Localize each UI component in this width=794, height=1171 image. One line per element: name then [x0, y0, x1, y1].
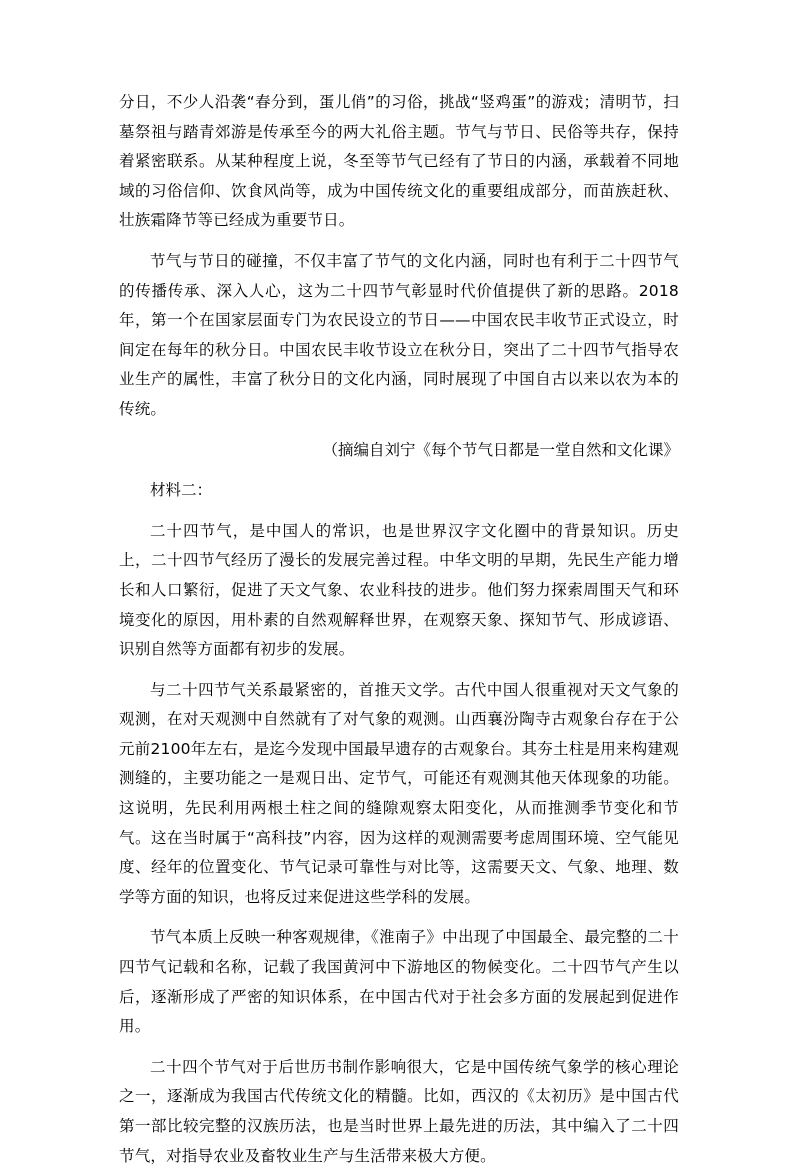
material-2-paragraph-4: 二十四个节气对于后世历书制作影响很大，它是中国传统气象学的核心理论之一，逐渐成为我国古代传统文化的精髓。比如，西汉的《太初历》是中国古代第一部比较完整的汉族历法，也是当时世界上最先进的历法，其中编入了二十四节气，对指导农业及畜牧业生产与生活带来极大方便。 — [119, 1057, 679, 1165]
material-2-label: 材料二： — [150, 481, 213, 500]
material-2-paragraph-3: 节气本质上反映一种客观规律，《淮南子》中出现了中国最全、最完整的二十四节气记载和名称，记载了我国黄河中下游地区的物候变化。二十四节气产生以后，逐渐形成了严密的知识体系，在中国古代对于社会多方面的发展起到促进作用。 — [119, 928, 679, 1036]
source-citation: （摘编自刘宁《每个节气日都是一堂自然和文化课》 — [322, 440, 679, 459]
material-2-paragraph-2: 与二十四节气关系最紧密的，首推天文学。古代中国人很重视对天文气象的观测，在对天观测中自然就有了对气象的观测。山西襄汾陶寺古观象台存在于公元前2100年左右，是迄今发现中国最早遗存的古观象台。其夯土柱是用来构建观测缝的，主要功能之一是观日出、定节气，可能还有观测其他天体现象的功能。这说明，先民利用两根土柱之间的缝隙观察太阳变化，从而推测季节变化和节气。这在当时属于“高科技”内容，因为这样的观测需要考虑周围环境、空气能见度、经年的位置变化、节气记录可靠性与对比等，这需要天文、气象、地理、数学等方面的知识，也将反过来促进这些学科的发展。 — [119, 680, 679, 906]
material-2-paragraph-1: 二十四节气，是中国人的常识，也是世界汉字文化圈中的背景知识。历史上，二十四节气经历了漫长的发展完善过程。中华文明的早期，先民生产能力增长和人口繁衍，促进了天文气象、农业科技的进步。他们努力探索周围天气和环境变化的原因，用朴素的自然观解释世界，在观察天象、探知节气、形成谚语、识别自然等方面都有初步的发展。 — [119, 521, 679, 659]
document-page — [119, 88, 679, 1171]
paragraph-1: 分日，不少人沿袭“春分到，蛋儿俏”的习俗，挑战“竖鸡蛋”的游戏；清明节，扫墓祭祖与踏青郊游是传承至今的两大礼俗主题。节气与节日、民俗等共存，保持着紧密联系。从某种程度上说，冬至等节气已经有了节日的内涵，承载着不同地域的习俗信仰、饮食风尚等，成为中国传统文化的重要组成部分，而苗族赶秋、壮族霜降节等已经成为重要节日。 — [119, 93, 679, 230]
paragraph-2: 节气与节日的碰撞，不仅丰富了节气的文化内涵，同时也有利于二十四节气的传播传承、深入人心，这为二十四节气彰显时代价值提供了新的思路。2018年，第一个在国家层面专门为农民设立的节日——中国农民丰收节正式设立，时间定在每年的秋分日。中国农民丰收节设立在秋分日，突出了二十四节气指导农业生产的属性，丰富了秋分日的文化内涵，同时展现了中国自古以来以农为本的传统。 — [119, 251, 679, 418]
